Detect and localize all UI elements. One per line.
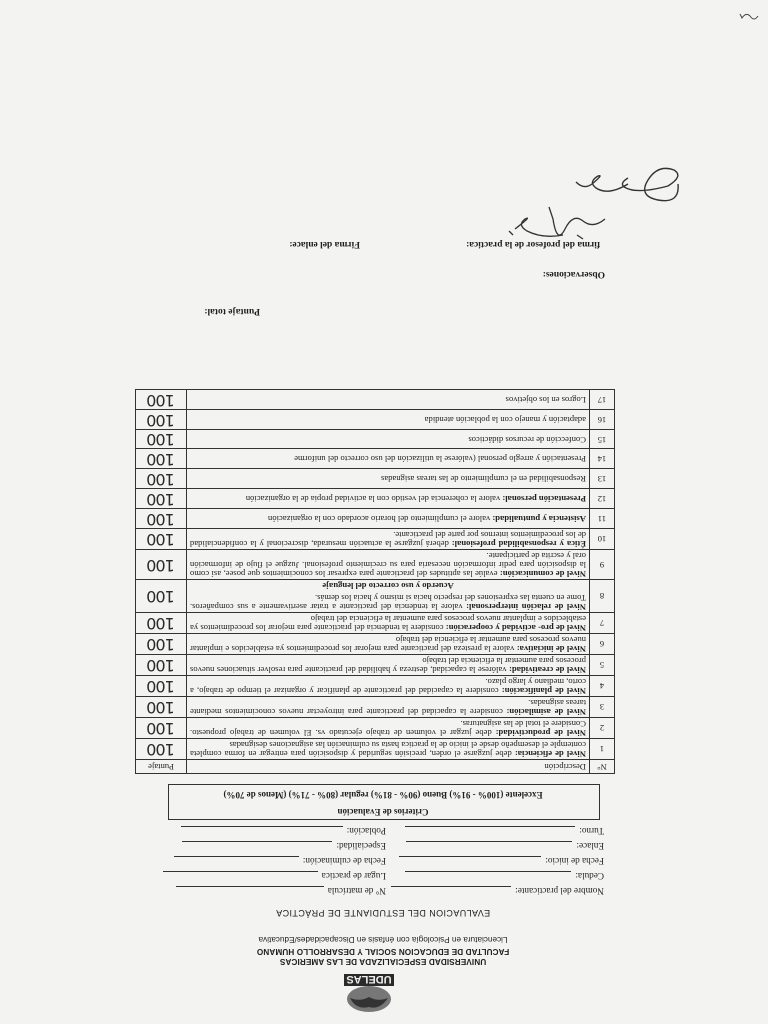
evaluation-table [135, 389, 615, 774]
field-fecha-culminacion: Fecha de culminación: [174, 856, 386, 866]
logo-text: UDELAS [346, 973, 392, 985]
row-number: 7 [590, 612, 615, 633]
criterion-title: Nivel de eficiencia: [514, 749, 586, 759]
handwritten-score: 100 [136, 528, 187, 549]
criteria-scale: Excelente (100% - 91%) Bueno (90% - 81%) regular (80% - 71%) (Menos de 70%) [223, 790, 543, 800]
row-description [187, 528, 590, 549]
row-description [187, 549, 590, 579]
row-number: 6 [590, 633, 615, 654]
corner-mark [738, 10, 760, 24]
row-number: 16 [590, 409, 615, 429]
criterion-title: Nivel de iniciativa: [516, 643, 586, 654]
criterion-text: considere la capacidad del practicante de planificar y organizar el tiempo de trabajo, a corto, mediano y largo plazo. [190, 676, 586, 696]
handwritten-score: 100 [136, 717, 187, 738]
row-description [187, 654, 590, 675]
row-description [187, 449, 590, 469]
handwritten-score: 100 [136, 654, 187, 675]
table-row [136, 429, 615, 449]
handwritten-score: 100 [136, 508, 187, 528]
handwritten-score: 100 [136, 469, 187, 489]
total-score-label: Puntaje total: [204, 306, 260, 316]
header-score: Puntaje [136, 760, 187, 774]
criterion-title: Ética y responsabilidad profesional: [451, 538, 586, 549]
table-row [136, 508, 615, 528]
form-title: EVALUACION DEL ESTUDIANTE DE PRÁCTICA [275, 908, 491, 918]
field-lugar: Lugar de practica [163, 871, 386, 881]
row-description [187, 633, 590, 654]
row-number: 17 [590, 390, 615, 410]
handwritten-score: 100 [136, 579, 187, 612]
handwritten-score: 100 [136, 549, 187, 579]
table-row [136, 549, 615, 579]
table-row [136, 654, 615, 675]
handwritten-score: 100 [136, 449, 187, 469]
row-number: 12 [590, 489, 615, 509]
university-name: UNIVERSIDAD ESPECIALIZADA DE LAS AMERICAS [279, 957, 487, 966]
criterion-text: valore la presteza del practicante para mejorar los procedimientos ya establecidos e implantar nuevos procesos para aumentar la eficiencia del trabajo [190, 634, 586, 654]
handwritten-score: 100 [136, 612, 187, 633]
table-row [136, 528, 615, 549]
teacher-signature-label: firma del profesor de la practica: [466, 239, 600, 249]
row-number: 14 [590, 449, 615, 469]
observations-label: Observaciones: [542, 269, 605, 279]
criterion-text: valore el cumplimiento del horario acordado con la organización [268, 513, 493, 524]
table-row [136, 717, 615, 738]
program-name: Licenciatura en Psicología con énfasis en Discapacidades/Educativa [258, 935, 508, 944]
field-poblacion: Población: [181, 826, 386, 836]
criterion-text: Responsabilidad en el cumplimiento de las tareas asignadas [381, 474, 586, 485]
row-number: 4 [590, 675, 615, 696]
row-description [187, 429, 590, 449]
handwritten-score: 100 [136, 696, 187, 717]
row-description [187, 675, 590, 696]
table-row [136, 612, 615, 633]
row-number: 13 [590, 469, 615, 489]
row-number: 5 [590, 654, 615, 675]
row-description [187, 612, 590, 633]
table-row [136, 409, 615, 429]
criterion-title: Asistencia y puntualidad: [492, 513, 586, 524]
udelas-logo [338, 972, 400, 1016]
row-number: 2 [590, 717, 615, 738]
criterion-title: Nivel de creatividad: [509, 664, 586, 675]
header-description: Descripción [187, 760, 590, 774]
row-description [187, 469, 590, 489]
liaison-signature-label: Firma del enlace: [289, 239, 360, 249]
field-enlace: Enlace: [406, 841, 604, 851]
table-row [136, 449, 615, 469]
criterion-text: considere la tendencia del practicante para mejorar los procedimientos ya establecidos e implantar nuevos procesos para aumentar la eficiencia del trabajo [190, 613, 586, 633]
table-header-row [136, 760, 615, 774]
criterion-text: Confección de recursos didácticos [468, 434, 586, 445]
faculty-name: FACULTAD DE EDUCACION SOCIAL Y DESARROLLO HUMANO [256, 947, 510, 956]
row-number: 1 [590, 738, 615, 759]
handwritten-score: 100 [136, 409, 187, 429]
handwritten-score: 100 [136, 489, 187, 509]
handwritten-score: 100 [136, 429, 187, 449]
criterion-text: evalúe las aptitudes del practicante para expresar los conocimientos que posee, así como la disposición para pedir información necesaria para su crecimiento profesional. Juzgue el flujo de información oral y escrita de participante. [189, 550, 586, 579]
row-number: 11 [590, 508, 615, 528]
row-number: 9 [590, 549, 615, 579]
row-number: 8 [590, 579, 615, 612]
field-turno: Turno: [405, 826, 604, 836]
handwritten-score: 100 [136, 738, 187, 759]
criterion-subheading: Acuerdo y uso correcto del lenguaje [322, 580, 454, 591]
criterion-title: Nivel de productividad: [495, 727, 586, 738]
row-description [187, 717, 590, 738]
field-fecha-inicio: Fecha de inicio: [399, 856, 604, 866]
table-row [136, 675, 615, 696]
table-row [136, 579, 615, 612]
criterion-text: considere la capacidad del practicante para introyectar nuevos conocimientos mediante tareas asignadas. [190, 697, 586, 717]
criterion-text: valore la coherencia del vestido con la actividad propia de la organización [245, 493, 503, 504]
handwritten-score: 100 [136, 633, 187, 654]
criterion-text: Logros en los objetivos [505, 394, 586, 405]
criteria-title: Criterios de Evaluación [337, 807, 429, 817]
row-description [187, 696, 590, 717]
table-row [136, 390, 615, 410]
row-number: 3 [590, 696, 615, 717]
field-nombre: Nombre del practicante: [391, 886, 604, 896]
criterion-text: valore la tendencia del practicante a tratar asertivamente a sus compañeros. Tome en cuenta las expresiones del respecto hacia sí mismo y hacia los demás. [190, 592, 586, 612]
criterion-text: debe juzgar el volumen de trabajo ejecutado vs. El volumen de trabajo propuesto. Considere el total de las asignaturas. [190, 718, 586, 738]
row-description [187, 508, 590, 528]
table-row [136, 489, 615, 509]
row-number: 15 [590, 429, 615, 449]
criterion-title: Nivel de comunicación: [499, 568, 586, 579]
row-description [187, 489, 590, 509]
criterion-text: deberá juzgarse la actuación mesurada, discrecional y la confidencialidad de los procedimientos internos por parte del practicante. [190, 529, 586, 549]
criterion-text: valórese la capacidad, destreza y habilidad del practicante para resolver situaciones nuevos procesos para aumentar la eficiencia del trabajo [190, 655, 586, 675]
row-description [187, 409, 590, 429]
criterion-title: Presentación personal: [502, 493, 586, 504]
criterion-title: Nivel de relación interpersonal: [466, 601, 586, 612]
field-matricula: N° de matrícula [176, 886, 386, 896]
criterion-title: Nivel de planificación: [501, 685, 586, 696]
row-description [187, 738, 590, 759]
row-number: 10 [590, 528, 615, 549]
table-row [136, 469, 615, 489]
header-number: N° [590, 760, 615, 774]
row-description [187, 579, 590, 612]
table-row [136, 633, 615, 654]
handwritten-score: 100 [136, 675, 187, 696]
handwritten-signature [493, 199, 613, 259]
criterion-title: Nivel de pro- actividad y cooperación: [445, 622, 586, 633]
field-especialidad: Especialidad: [183, 841, 387, 851]
table-row [136, 738, 615, 759]
criterion-text: adaptación y manejo con la población atendida [424, 414, 586, 425]
table-row [136, 696, 615, 717]
criterion-title: Nivel de asimilación: [506, 706, 586, 717]
row-description [187, 390, 590, 410]
criterion-text: debe juzgarse el orden, precisión seguridad y disposición para entregar en forma completa contemple el desempeño desde el inicio de la practica hasta su culminación las asignaciones designadas [190, 739, 586, 759]
criterion-text: Presentación y arreglo personal (valórese la utilización del uso correcto del uniforme [294, 454, 586, 465]
handwritten-score: 100 [136, 390, 187, 410]
field-cedula: Cedula: [405, 871, 604, 881]
criteria-box [168, 784, 600, 820]
